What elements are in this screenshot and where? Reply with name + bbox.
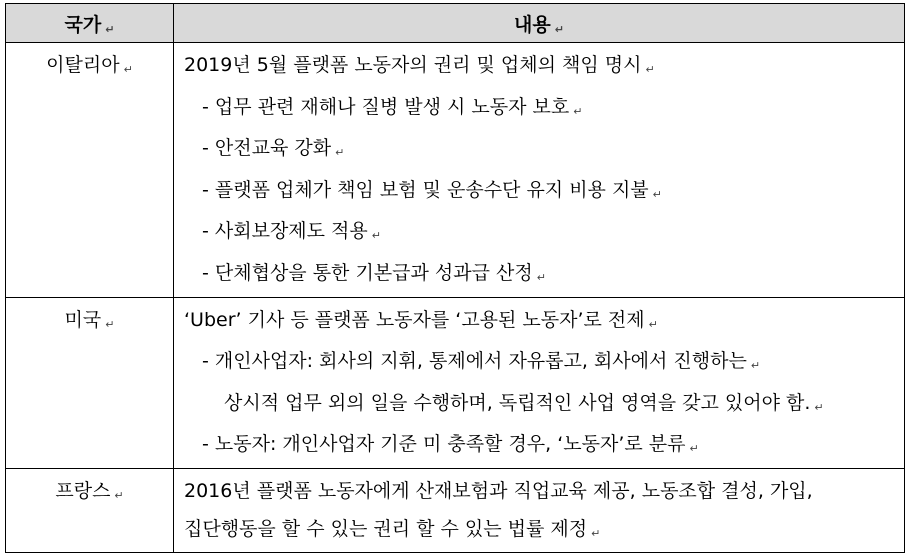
content-line: 상시적 업무 외의 일을 수행하며, 독립적인 사업 영역을 갖고 있어야 함. ↵ — [224, 391, 824, 414]
content-line: 2019년 5월 플랫폼 노동자의 권리 및 업체의 책임 명시 ↵ — [184, 54, 655, 76]
country-cell: 프랑스 ↵ — [6, 468, 174, 552]
header-country: 국가 ↵ — [6, 4, 174, 43]
header-content: 내용 ↵ — [174, 4, 905, 43]
content-line: - 단체협상을 통한 기본급과 성과급 산정 ↵ — [202, 261, 546, 284]
content-line: - 노동자: 개인사업자 기준 미 충족할 경우, ‘노동자’로 분류 ↵ — [202, 433, 699, 456]
table-row-usa — [6, 297, 905, 468]
content-line: 2016년 플랫폼 노동자에게 산재보험과 직업교육 제공, 노동조합 결성, 가입, — [184, 479, 813, 502]
policy-table — [5, 3, 905, 553]
content-line: 집단행동을 할 수 있는 권리 할 수 있는 법률 제정 ↵ — [184, 517, 601, 540]
content-line: - 안전교육 강화 ↵ — [202, 137, 345, 160]
table-row-italy — [6, 43, 905, 298]
content-line: - 개인사업자: 회사의 지휘, 통제에서 자유롭고, 회사에서 진행하는 ↵ — [202, 350, 761, 373]
content-line: - 사회보장제도 적용 ↵ — [202, 220, 381, 243]
content-cell — [174, 43, 905, 298]
content-cell — [174, 468, 905, 552]
content-cell — [174, 297, 905, 468]
table-row-france — [6, 468, 905, 552]
content-line: - 플랫폼 업체가 책임 보험 및 운송수단 유지 비용 지불 ↵ — [202, 178, 662, 201]
country-cell: 미국 ↵ — [6, 297, 174, 468]
content-line: - 업무 관련 재해나 질병 발생 시 노동자 보호 ↵ — [202, 95, 583, 118]
content-line: ‘Uber’ 기사 등 플랫폼 노동자를 ‘고용된 노동자’로 전제 ↵ — [184, 308, 658, 331]
country-cell: 이탈리아 ↵ — [6, 43, 174, 298]
header-row — [6, 4, 905, 43]
